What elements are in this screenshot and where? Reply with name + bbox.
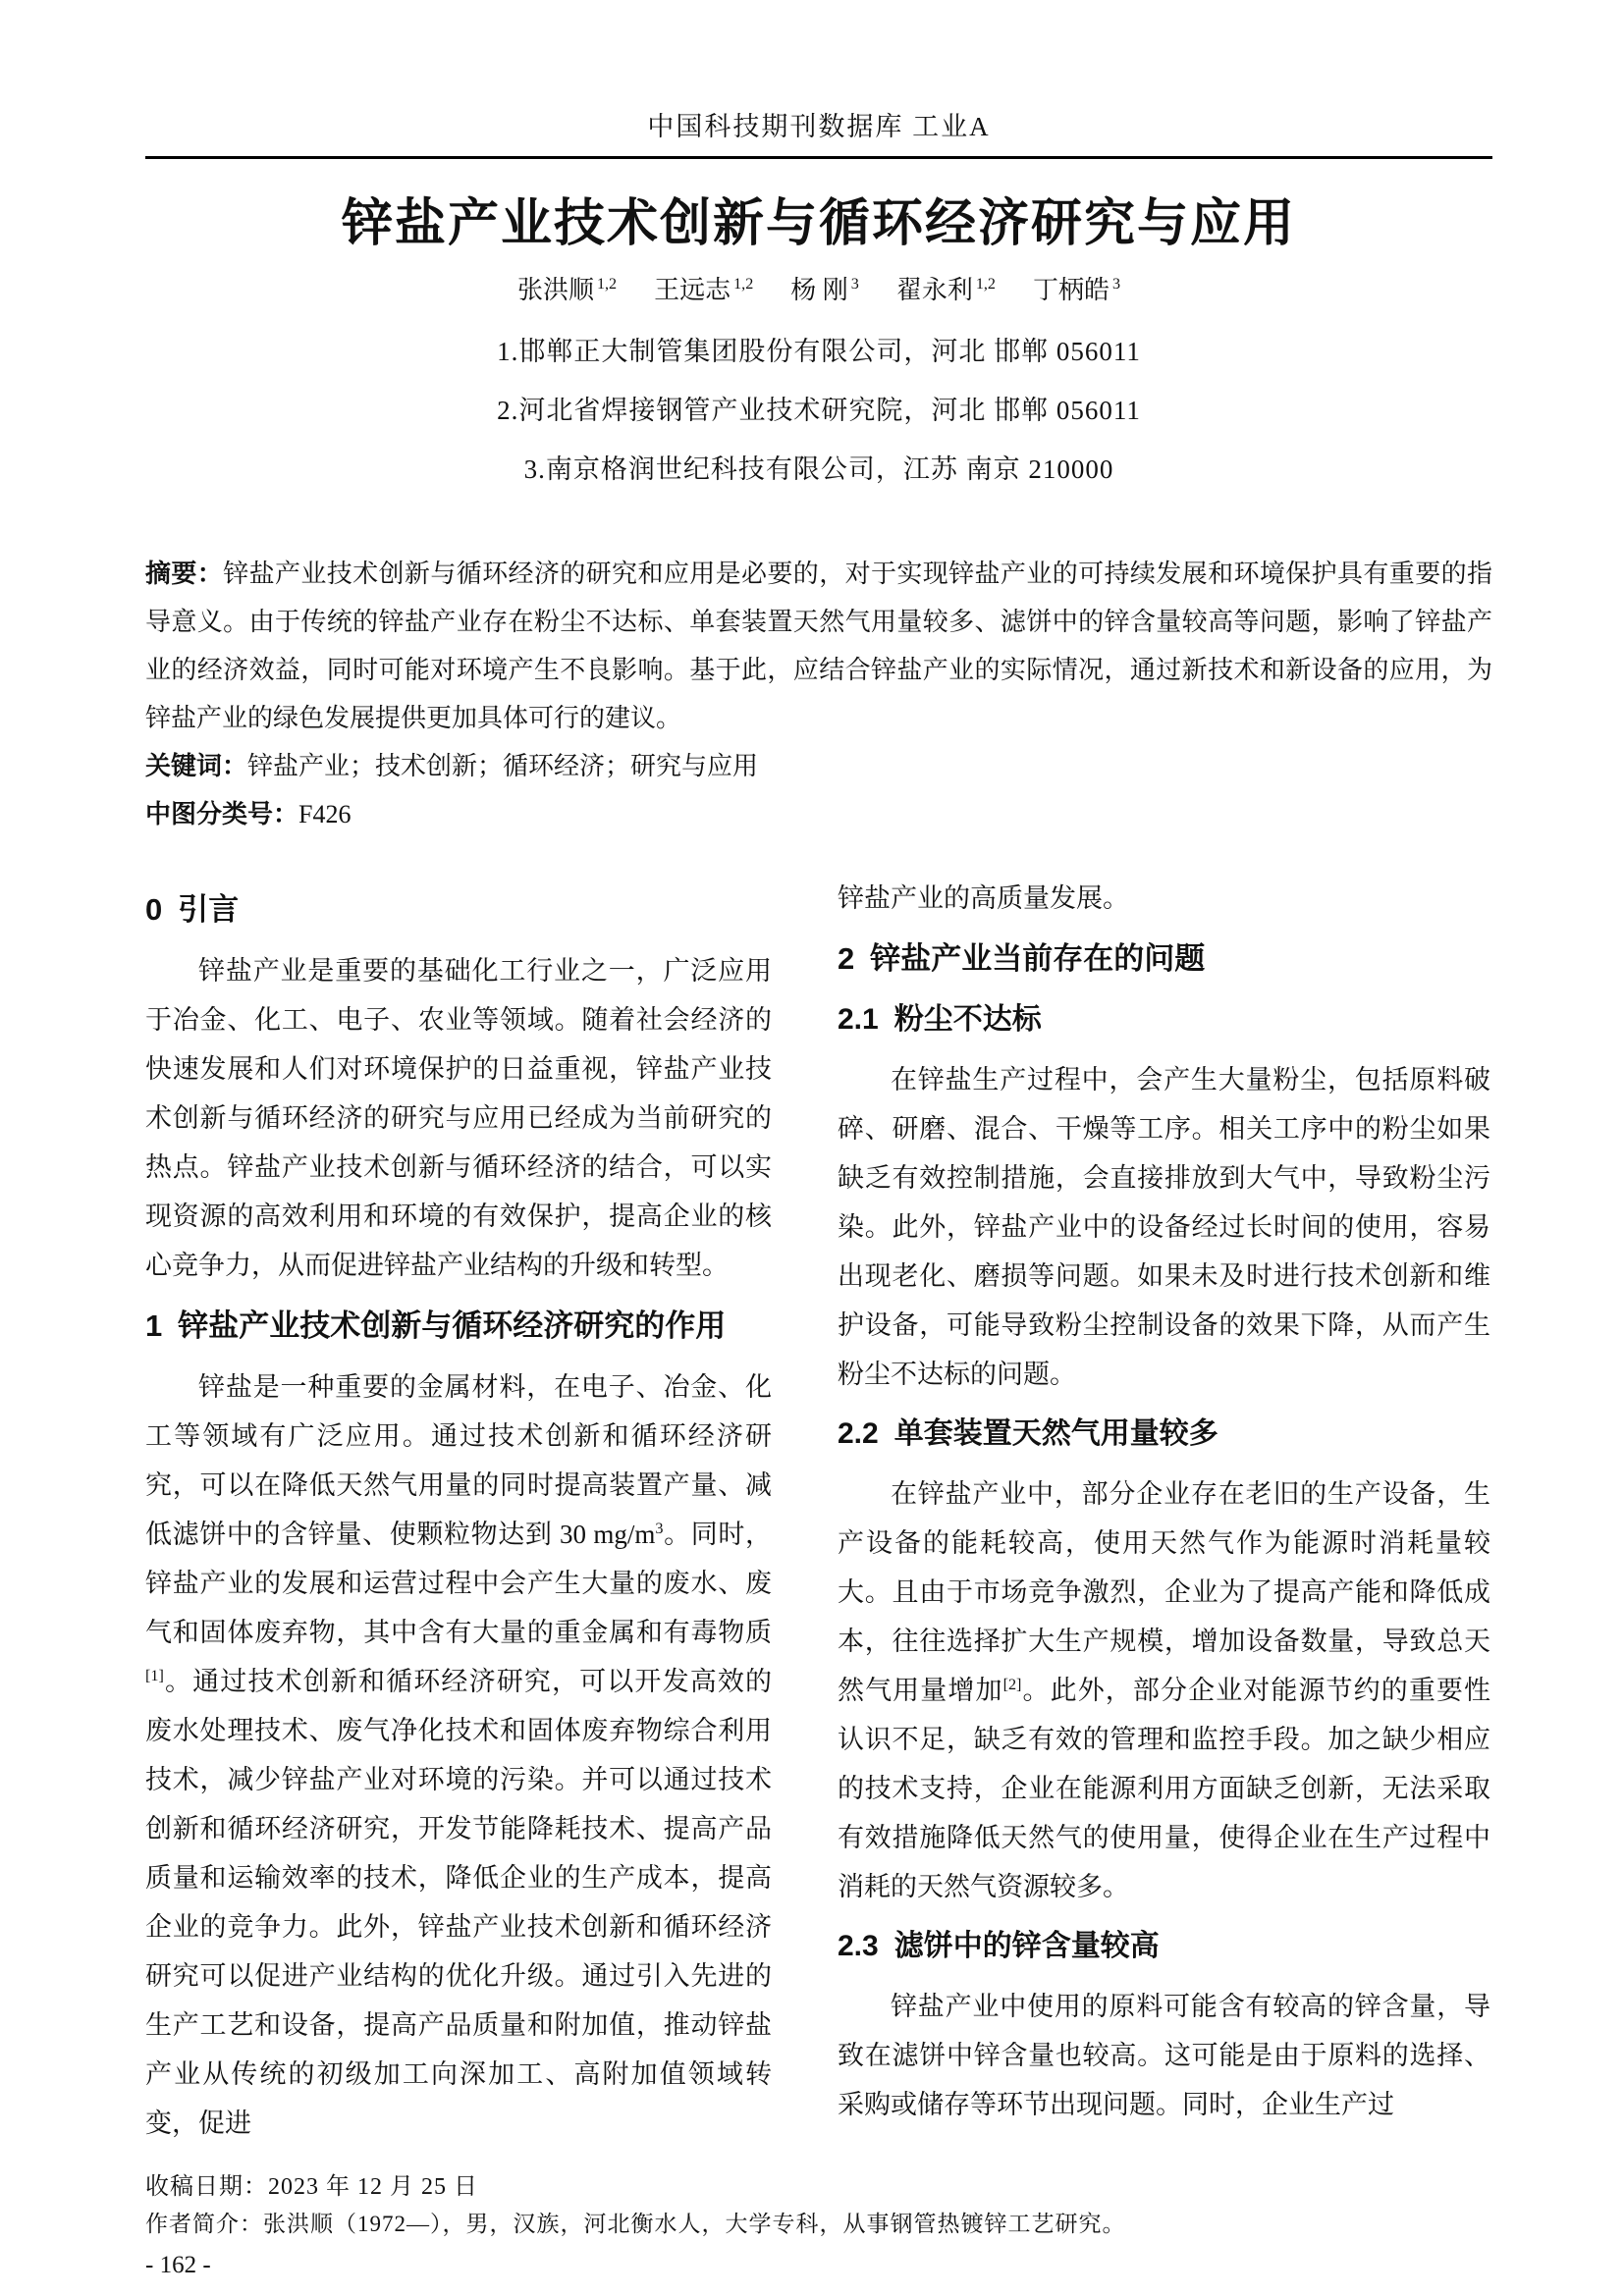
author-name: 翟永利 $^{1,2}$ xyxy=(895,276,996,304)
affiliation-line: 1.邯郸正大制管集团股份有限公司，河北 邯郸 056011 xyxy=(497,337,1141,366)
body-paragraph: 在锌盐生产过程中，会产生大量粉尘，包括原料破碎、研磨、混合、干燥等工序。相关工序中的粉尘如果缺乏有效控制措施，会直接排放到大气中，导致粉尘污染。此外，锌盐产业中的设备经过长时间的使用，容易出现老化、磨损等问题。如果未及时进行技术创新和维护设备，可能导致粉尘控制设备的效果下降，从而产生粉尘不达标的问题。 xyxy=(838,1065,1490,1389)
author-bio-value: 张洪顺（1972—），男，汉族，河北衡水人，大学专科，从事钢管热镀锌工艺研究。 xyxy=(263,2212,1126,2236)
section-heading: 2 锌盐产业当前存在的问题 xyxy=(838,934,1490,984)
section-number: 2.2 xyxy=(838,1417,879,1450)
affiliation-line: 2.河北省焊接钢管产业技术研究院，河北 邯郸 056011 xyxy=(497,396,1141,425)
keywords-label: 关键词： xyxy=(145,751,248,780)
section-number: 2.3 xyxy=(838,1930,879,1962)
section-heading: 2.1 粉尘不达标 xyxy=(838,995,1490,1044)
abstract-label: 摘要： xyxy=(145,559,224,588)
affiliation-line: 3.南京格润世纪科技有限公司，江苏 南京 210000 xyxy=(523,454,1114,484)
header-divider xyxy=(145,156,1492,159)
section-heading: 0 引言 xyxy=(145,885,772,934)
front-matter xyxy=(145,550,1492,838)
affiliations-block xyxy=(145,322,1492,499)
two-column-body xyxy=(145,874,1492,2148)
author-name: 丁柄皓 $^3$ xyxy=(1032,276,1121,304)
author-name: 王远志 $^{1,2}$ xyxy=(654,276,754,304)
received-date-value: 2023 年 12 月 25 日 xyxy=(268,2174,478,2200)
section-heading: 2.2 单套装置天然气用量较多 xyxy=(838,1410,1490,1459)
section-number: 0 xyxy=(145,892,163,927)
authors-line xyxy=(145,273,1492,308)
section-heading: 1 锌盐产业技术创新与循环经济研究的作用 xyxy=(145,1302,772,1351)
footnote-block xyxy=(145,2169,1492,2282)
body-paragraph: 锌盐是一种重要的金属材料，在电子、冶金、化工等领域有广泛应用。通过技术创新和循环经济研究，可以在降低天然气用量的同时提高装置产量、减低滤饼中的含锌量、使颗粒物达到 30 $mg/m^3$。同时，锌盐产业的发展和运营过程中会产生大量的废水、废气和固体废弃物，其中含有大量的重金属和有毒物质[1]。通过技术创新和循环经济研究，可以开发高效的废水处理技术、废气净化技术和固体废弃物综合利用技术，减少锌盐产业对环境的污染。并可以通过技术创新和循环经济研究，开发节能降耗技术、提高产品质量和运输效率的技术，降低企业的生产成本，提高企业的竞争力。此外，锌盐产业技术创新和循环经济研究可以促进产业结构的优化升级。通过引入先进的生产工艺和设备，提高产品质量和附加值，推动锌盐产业从传统的初级加工向深加工、高附加值领域转变，促进 xyxy=(145,1372,772,2138)
keywords xyxy=(145,742,1492,790)
author-name: 张洪顺 $^{1,2}$ xyxy=(516,276,618,304)
left-column xyxy=(145,874,772,2148)
body-paragraph: 锌盐产业中使用的原料可能含有较高的锌含量，导致在滤饼中锌含量也较高。这可能是由于原料的选择、采购或储存等环节出现问题。同时，企业生产过 xyxy=(838,1992,1490,2119)
clc-value: F426 xyxy=(298,800,352,828)
author-bio-line xyxy=(145,2206,1492,2242)
body-paragraph: 在锌盐产业中，部分企业存在老旧的生产设备，生产设备的能耗较高，使用天然气作为能源时消耗量较大。且由于市场竞争激烈，企业为了提高产能和降低成本，往往选择扩大生产规模，增加设备数量，导致总天然气用量增加[2]。此外，部分企业对能源节约的重要性认识不足，缺乏有效的管理和监控手段。加之缺少相应的技术支持，企业在能源利用方面缺乏创新，无法采取有效措施降低天然气的使用量，使得企业在生产过程中消耗的天然气资源较多。 xyxy=(838,1479,1491,1901)
received-date-line xyxy=(145,2169,1492,2206)
abstract-text: 锌盐产业技术创新与循环经济的研究和应用是必要的，对于实现锌盐产业的可持续发展和环境保护具有重要的指导意义。由于传统的锌盐产业存在粉尘不达标、单套装置天然气用量较多、滤饼中的锌含量较高等问题，影响了锌盐产业的经济效益，同时可能对环境产生不良影响。基于此，应结合锌盐产业的实际情况，通过新技术和新设备的应用，为锌盐产业的绿色发展提供更加具体可行的建议。 xyxy=(145,560,1492,732)
body-paragraph: 锌盐产业的高质量发展。 xyxy=(838,883,1129,913)
body-paragraph: 锌盐产业是重要的基础化工行业之一，广泛应用于冶金、化工、电子、农业等领域。随着社会经济的快速发展和人们对环境保护的日益重视，锌盐产业技术创新与循环经济的研究与应用已经成为当前研究的热点。锌盐产业技术创新与循环经济的结合，可以实现资源的高效利用和环境的有效保护，提高企业的核心竞争力，从而促进锌盐产业结构的升级和转型。 xyxy=(145,956,772,1280)
abstract xyxy=(145,550,1492,742)
superscript-reference: 3 xyxy=(655,1520,664,1537)
superscript-reference: [2] xyxy=(1002,1676,1022,1693)
article-title: 锌盐产业技术创新与循环经济研究与应用 xyxy=(341,195,1296,252)
superscript-reference: [1] xyxy=(145,1667,164,1684)
keywords-text: 锌盐产业；技术创新；循环经济；研究与应用 xyxy=(247,752,759,780)
author-name: 杨 刚 $^3$ xyxy=(790,276,859,304)
section-number: 1 xyxy=(145,1308,163,1343)
clc-label: 中图分类号： xyxy=(145,799,299,828)
author-bio-label: 作者简介： xyxy=(145,2212,263,2236)
journal-database-name: 中国科技期刊数据库 工业A xyxy=(647,112,991,141)
section-heading: 2.3 滤饼中的锌含量较高 xyxy=(838,1922,1490,1971)
received-date-label: 收稿日期： xyxy=(145,2174,268,2200)
clc-number xyxy=(145,790,1492,838)
section-number: 2 xyxy=(838,941,855,976)
section-number: 2.1 xyxy=(838,1003,879,1036)
page-number: - 162 - xyxy=(145,2252,211,2278)
right-column xyxy=(838,874,1490,2148)
